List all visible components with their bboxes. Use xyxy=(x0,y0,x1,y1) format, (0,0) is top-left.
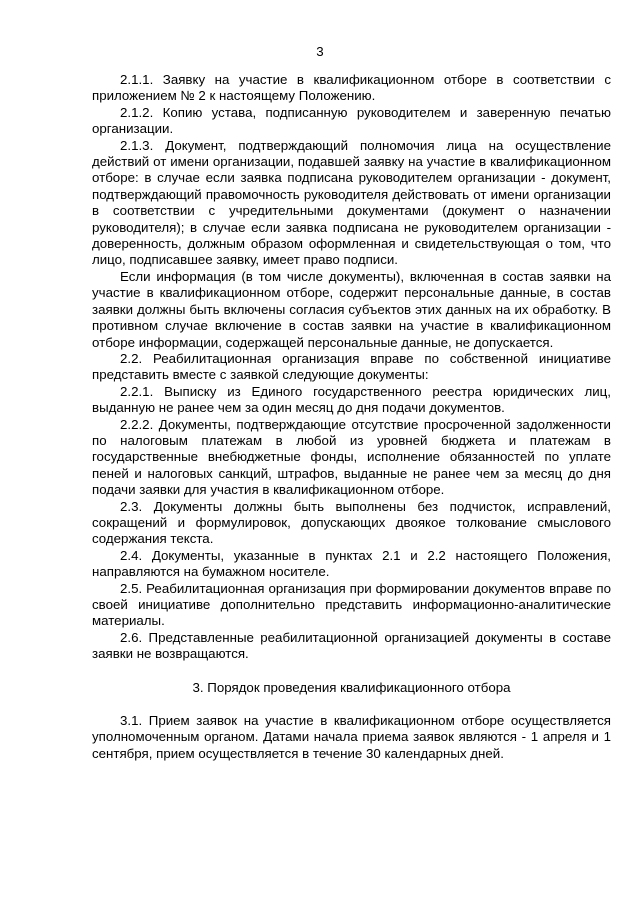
paragraph-2-2-1: 2.2.1. Выписку из Единого государственного реестра юридических лиц, выданную не ранее чем за один месяц до дня подачи документов. xyxy=(92,383,611,416)
paragraph-2-6: 2.6. Представленные реабилитационной организацией документы в составе заявки не возвращаются. xyxy=(92,629,611,662)
section-heading: 3. Порядок проведения квалификационного отбора xyxy=(192,679,511,695)
paragraph-2-2: 2.2. Реабилитационная организация вправе по собственной инициативе представить вместе с заявкой следующие документы: xyxy=(92,350,611,383)
paragraph-2-5: 2.5. Реабилитационная организация при формировании документов вправе по своей инициативе дополнительно представить информационно-аналитические материалы. xyxy=(92,580,611,629)
document-body xyxy=(92,72,611,762)
paragraph-2-4: 2.4. Документы, указанные в пунктах 2.1 и 2.2 настоящего Положения, направляются на бумажном носителе. xyxy=(92,547,611,580)
paragraph-2-1-1: 2.1.1. Заявку на участие в квалификационном отборе в соответствии с приложением № 2 к настоящему Положению. xyxy=(92,72,611,104)
paragraph-2-1-2: 2.1.2. Копию устава, подписанную руководителем и заверенную печатью организации. xyxy=(92,104,611,137)
page-number: 3 xyxy=(316,44,324,59)
paragraph-2-2-2: 2.2.2. Документы, подтверждающие отсутствие просроченной задолженности по налоговым платежам в любой из уровней бюджета и платежам в государственные внебюджетные фонды, исполнение обязанностей по уплате пеней и налоговых санкций, штрафов, выданные не ранее чем за месяц до дня подачи заявки для участия в квалификационном отборе. xyxy=(92,416,611,498)
paragraph-personal-data: Если информация (в том числе документы), включенная в состав заявки на участие в квалификационном отборе, содержит персональные данные, в состав заявки должны быть включены согласия субъектов этих данных на их обработку. В противном случае включение в состав заявки на участие в квалификационном отборе информации, содержащей персональные данные, не допускается. xyxy=(92,268,611,350)
paragraph-2-3: 2.3. Документы должны быть выполнены без подчисток, исправлений, сокращений и формулировок, допускающих двоякое толкование смыслового содержания текста. xyxy=(92,498,611,547)
paragraph-3-1: 3.1. Прием заявок на участие в квалификационном отборе осуществляется уполномоченным органом. Датами начала приема заявок являются - 1 апреля и 1 сентября, прием осуществляется в течение 30 календарных дней. xyxy=(92,713,611,761)
paragraph-2-1-3: 2.1.3. Документ, подтверждающий полномочия лица на осуществление действий от имени организации, подавшей заявку на участие в квалификационном отборе: в случае если заявка подписана руководителем организации - документ, подтверждающий правомочность руководителя действовать от имени организации в соответствии с учредительными документами (документ о назначении руководителя); в случае если заявка подписана не руководителем организации - доверенность, должным образом оформленная и свидетельствующая о том, что лицо, подписавшее заявку, имеет право подписи. xyxy=(92,137,611,268)
